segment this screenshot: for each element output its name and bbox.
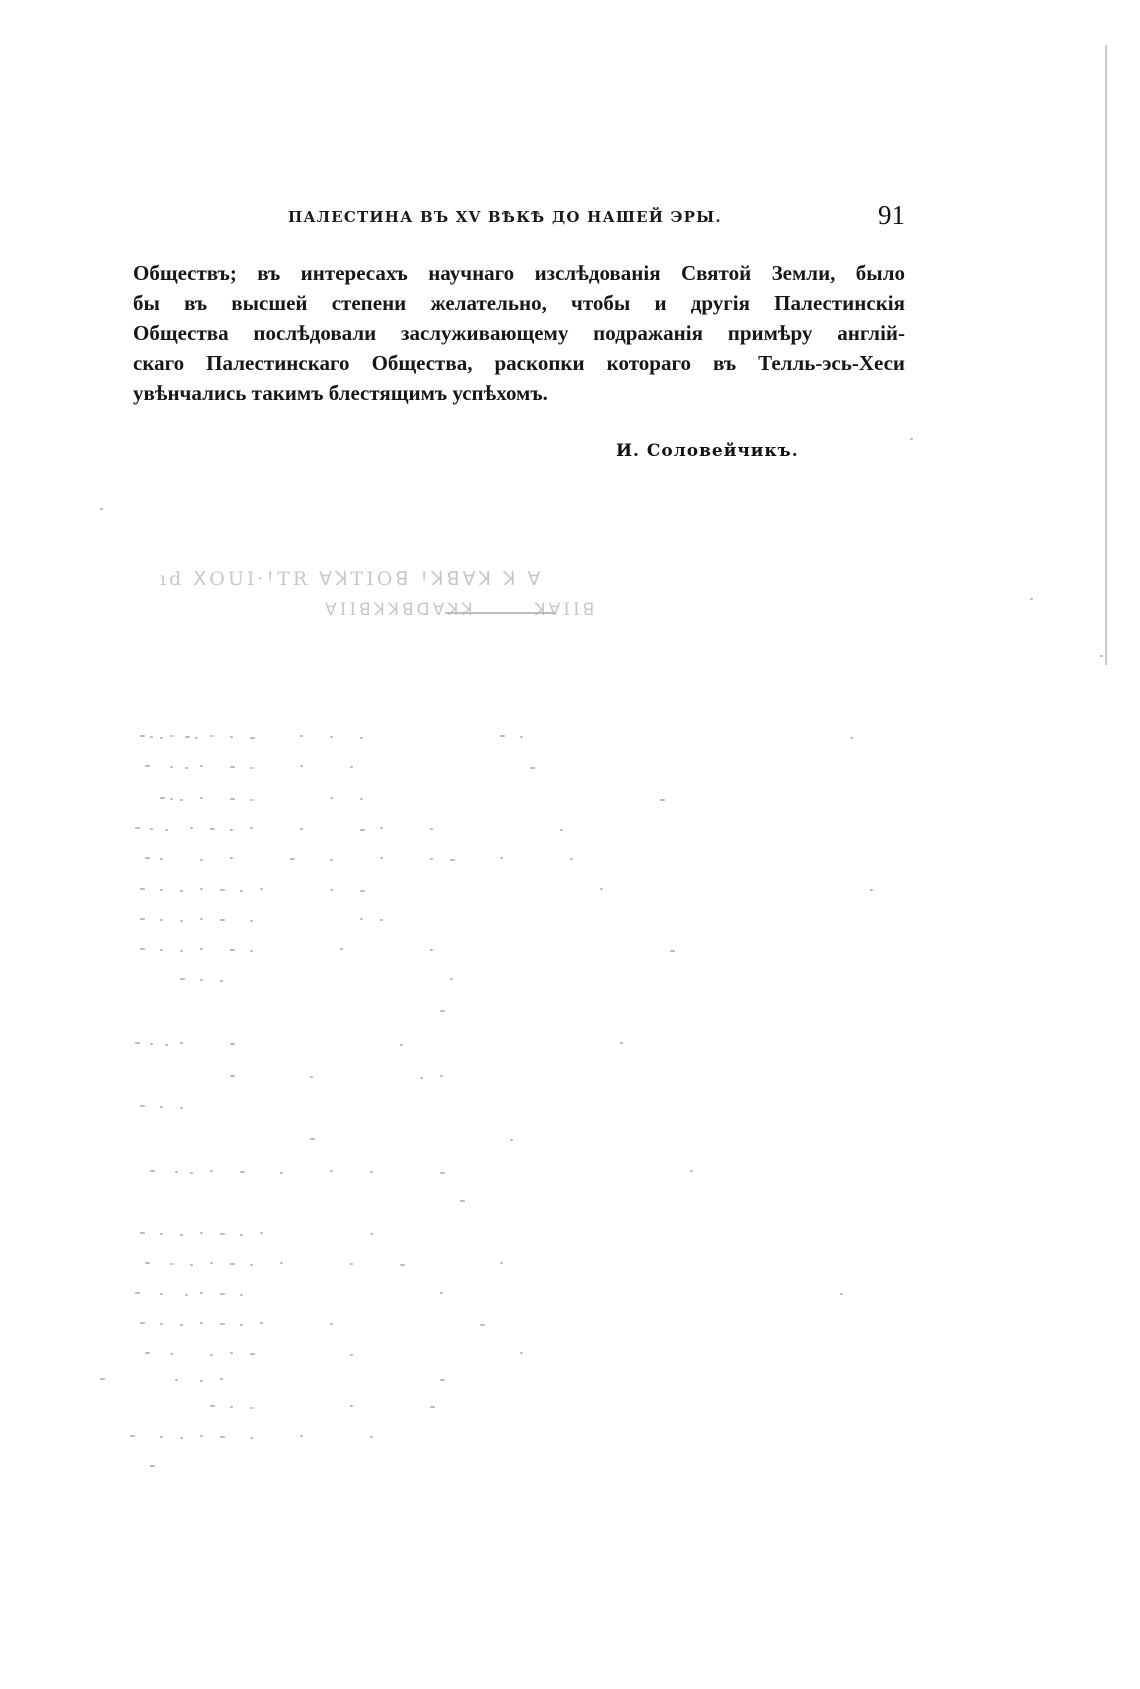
bleed-through-line: ꓯIIꓭꓘꓘꓭꓷꓯꓘꓘ ꓘꓯIIꓭ <box>325 600 598 620</box>
scan-speckle <box>350 1405 353 1407</box>
scan-speckle <box>185 1294 188 1296</box>
scan-speckle <box>360 829 365 831</box>
scan-speckle <box>670 950 675 952</box>
scan-speckle <box>180 1437 183 1439</box>
scan-speckle <box>480 1324 485 1326</box>
scan-speckle <box>250 920 253 922</box>
scan-speckle <box>530 767 535 769</box>
scan-speckle <box>210 1354 213 1356</box>
scan-speckle <box>220 1233 225 1235</box>
scan-speckle <box>180 1042 183 1044</box>
scan-speckle <box>300 765 303 767</box>
scan-speckle <box>140 948 145 950</box>
scan-speckle <box>450 859 455 861</box>
scan-speckle <box>850 737 853 739</box>
scan-speckle <box>870 889 873 891</box>
scan-speckle <box>200 1435 203 1437</box>
scan-speckle <box>170 1353 173 1355</box>
scan-speckle <box>440 1010 445 1012</box>
scan-speckle <box>250 1353 255 1355</box>
scan-speckle <box>300 1435 303 1437</box>
scan-speckle <box>350 766 353 768</box>
scan-speckle <box>380 857 383 859</box>
scan-speckle <box>380 919 383 921</box>
scan-speckle <box>160 1323 163 1325</box>
scan-speckle <box>370 1436 373 1438</box>
scan-speckle <box>230 736 233 738</box>
scan-speckle <box>260 888 263 890</box>
scan-speckle <box>280 1172 283 1174</box>
scan-speckle <box>140 735 145 737</box>
scan-speckle <box>500 735 505 737</box>
scan-speckle <box>1030 598 1033 600</box>
scan-speckle <box>145 765 150 767</box>
scan-speckle <box>570 858 573 860</box>
scan-speckle <box>175 1171 178 1173</box>
scan-speckle <box>185 767 188 769</box>
scan-speckle <box>150 736 153 738</box>
scan-speckle <box>260 1232 263 1234</box>
scan-speckle <box>185 736 190 738</box>
scan-speckle <box>840 1293 843 1295</box>
scan-speckle <box>200 918 203 920</box>
scan-speckle <box>170 766 173 768</box>
scan-speckle <box>690 1170 693 1172</box>
scan-speckle <box>160 1106 163 1108</box>
scan-speckle <box>180 1234 183 1236</box>
scan-speckle <box>100 1378 105 1380</box>
scan-speckle <box>200 1232 203 1234</box>
scan-speckle <box>230 766 235 768</box>
scan-speckle <box>170 1263 173 1265</box>
scan-speckle <box>190 1172 193 1174</box>
body-line: Общества послѣдовали заслуживающему подражанія примѣру англій- <box>133 321 905 345</box>
scan-speckle <box>160 889 163 891</box>
scan-speckle <box>140 1105 145 1107</box>
scan-speckle <box>140 1322 145 1324</box>
scan-speckle <box>330 889 333 891</box>
scan-speckle <box>450 978 453 980</box>
scan-speckle <box>460 1200 465 1202</box>
scan-speckle <box>440 1075 443 1077</box>
scan-speckle <box>210 1170 213 1172</box>
scan-speckle <box>250 737 255 739</box>
scan-speckle <box>150 1043 153 1045</box>
scan-speckle <box>145 1352 150 1354</box>
body-line: скаго Палестинскаго Общества, раскопки котораго въ Телль-эсь-Хеси <box>133 351 905 375</box>
scan-speckle <box>210 828 215 830</box>
scan-speckle <box>400 1044 403 1046</box>
scan-speckle <box>190 1264 193 1266</box>
scan-speckle <box>200 1380 203 1382</box>
scan-speckle <box>220 919 225 921</box>
scan-speckle <box>135 1042 140 1044</box>
scan-speckle <box>210 1405 215 1407</box>
scan-speckle <box>230 798 235 800</box>
scan-speckle <box>160 797 165 799</box>
scan-speckle <box>220 1436 225 1438</box>
scan-speckle <box>200 797 203 799</box>
scan-speckle <box>180 1107 183 1109</box>
page-edge-rule <box>1105 45 1107 665</box>
scan-speckle <box>240 1324 243 1326</box>
scan-speckle <box>560 829 563 831</box>
scan-speckle <box>250 799 253 801</box>
scan-speckle <box>210 735 213 737</box>
scan-speckle <box>290 858 295 860</box>
scan-speckle <box>230 1043 235 1045</box>
scan-speckle <box>370 1171 373 1173</box>
scan-speckle <box>220 889 225 891</box>
scan-speckle <box>240 1234 243 1236</box>
scan-speckle <box>430 858 433 860</box>
scan-speckle <box>160 1293 163 1295</box>
body-line: бы въ высшей степени желательно, чтобы и другія Палестинскія <box>133 291 905 315</box>
scan-speckle <box>230 1263 235 1265</box>
scan-speckle <box>195 737 198 739</box>
scan-speckle <box>180 1324 183 1326</box>
scan-speckle <box>330 797 333 799</box>
scan-speckle <box>180 978 185 980</box>
scan-speckle <box>250 1437 253 1439</box>
scan-speckle <box>400 1264 405 1266</box>
scan-speckle <box>600 888 603 890</box>
scan-speckle <box>250 1264 253 1266</box>
scan-speckle <box>240 1171 245 1173</box>
scan-speckle <box>180 890 183 892</box>
scan-speckle <box>135 1292 140 1294</box>
scan-speckle <box>170 735 173 737</box>
scan-speckle <box>330 736 333 738</box>
body-line: Обществъ; въ интересахъ научнаго изслѣдованія Святой Земли, было <box>133 261 905 285</box>
scan-speckle <box>170 798 173 800</box>
scan-speckle <box>200 948 203 950</box>
scan-speckle <box>160 858 163 860</box>
scan-speckle <box>240 1294 243 1296</box>
scan-speckle <box>520 1352 523 1354</box>
scan-speckle <box>160 1233 163 1235</box>
scan-speckle <box>180 920 183 922</box>
scan-speckle <box>145 1262 150 1264</box>
scan-speckle <box>330 859 333 861</box>
scan-speckle <box>250 950 253 952</box>
scan-speckle <box>300 735 303 737</box>
scan-speckle <box>330 1170 333 1172</box>
scan-speckle <box>350 1263 353 1265</box>
scan-speckle <box>165 829 168 831</box>
scan-speckle <box>230 1352 233 1354</box>
scan-speckle <box>420 1077 423 1079</box>
scan-speckle <box>350 1354 353 1356</box>
scan-speckle <box>160 919 163 921</box>
scan-speckle <box>160 949 163 951</box>
scan-speckle <box>140 1232 145 1234</box>
scan-speckle <box>910 438 913 440</box>
bleed-through-rule <box>445 612 555 614</box>
body-paragraph <box>133 258 905 408</box>
scan-speckle <box>210 1262 213 1264</box>
scan-speckle <box>310 1138 315 1140</box>
scan-speckle <box>230 949 235 951</box>
scan-speckle <box>520 736 523 738</box>
scan-speckle <box>280 1262 283 1264</box>
scan-speckle <box>220 1323 225 1325</box>
scan-speckle <box>360 798 363 800</box>
scan-speckle <box>135 827 140 829</box>
scan-speckle <box>140 888 145 890</box>
scan-speckle <box>230 1406 233 1408</box>
scan-speckle <box>230 857 233 859</box>
scan-speckle <box>440 1172 445 1174</box>
scan-speckle <box>1100 655 1103 657</box>
scan-speckle <box>340 948 343 950</box>
scan-speckle <box>240 890 243 892</box>
bleed-through-heading <box>160 568 800 638</box>
scan-speckle <box>660 799 665 801</box>
scan-speckle <box>190 827 193 829</box>
scan-speckle <box>220 980 223 982</box>
scan-speckle <box>150 1170 155 1172</box>
scan-speckle <box>250 767 253 769</box>
scan-speckle <box>440 1379 445 1381</box>
scan-speckle <box>620 1042 623 1044</box>
scan-speckle <box>175 1379 178 1381</box>
scan-speckle <box>165 1044 168 1046</box>
scan-speckle <box>330 1323 333 1325</box>
scan-speckle <box>130 1435 135 1437</box>
scan-speckle <box>360 737 363 739</box>
scan-speckle <box>200 765 203 767</box>
scan-speckle <box>230 829 233 831</box>
scan-speckle <box>160 737 163 739</box>
scan-speckle <box>310 1076 313 1078</box>
scan-speckle <box>440 1292 443 1294</box>
scan-speckle <box>145 857 150 859</box>
running-title: ПАЛЕСТИНА ВЪ XV ВѢКѢ ДО НАШЕЙ ЭРЫ. <box>288 208 722 226</box>
scan-speckle <box>220 1378 223 1380</box>
scan-speckle <box>300 828 303 830</box>
scan-speckle <box>250 1407 253 1409</box>
scan-speckle <box>200 1292 203 1294</box>
scan-speckle <box>160 1436 163 1438</box>
scan-speckle <box>380 827 383 829</box>
scan-speckle <box>430 828 433 830</box>
scan-speckle <box>150 1465 155 1467</box>
running-head <box>130 200 905 240</box>
scan-speckle <box>360 890 365 892</box>
scan-speckle <box>140 918 145 920</box>
scan-speckle <box>150 828 153 830</box>
page-number: 91 <box>878 200 905 230</box>
scan-speckle <box>430 949 433 951</box>
scan-speckle <box>250 827 253 829</box>
scan-speckle <box>510 1139 513 1141</box>
scan-speckle <box>370 1233 373 1235</box>
scan-speckle <box>230 1075 235 1077</box>
author-signature: И. Соловейчикъ. <box>616 441 799 461</box>
scan-speckle <box>200 888 203 890</box>
scan-speckle <box>260 1322 263 1324</box>
scan-speckle <box>430 1406 435 1408</box>
scan-speckle <box>200 979 203 981</box>
bleed-through-line: ıd ꓫOUI·ꞋTR ꓯꓘTIOꓭ Ꞌꓘꓭꓯꓘ ꓘ ꓯ <box>160 568 544 590</box>
scan-speckle <box>220 1293 225 1295</box>
scan-speckle <box>500 1262 503 1264</box>
scan-speckle <box>180 950 183 952</box>
scan-speckle <box>200 1322 203 1324</box>
body-line: увѣнчались такимъ блестящимъ успѣхомъ. <box>133 381 548 405</box>
scan-speckle <box>100 508 103 510</box>
scan-speckle <box>500 857 503 859</box>
scan-speckle <box>200 859 203 861</box>
scan-speckle <box>180 799 183 801</box>
scan-speckle <box>360 918 363 920</box>
